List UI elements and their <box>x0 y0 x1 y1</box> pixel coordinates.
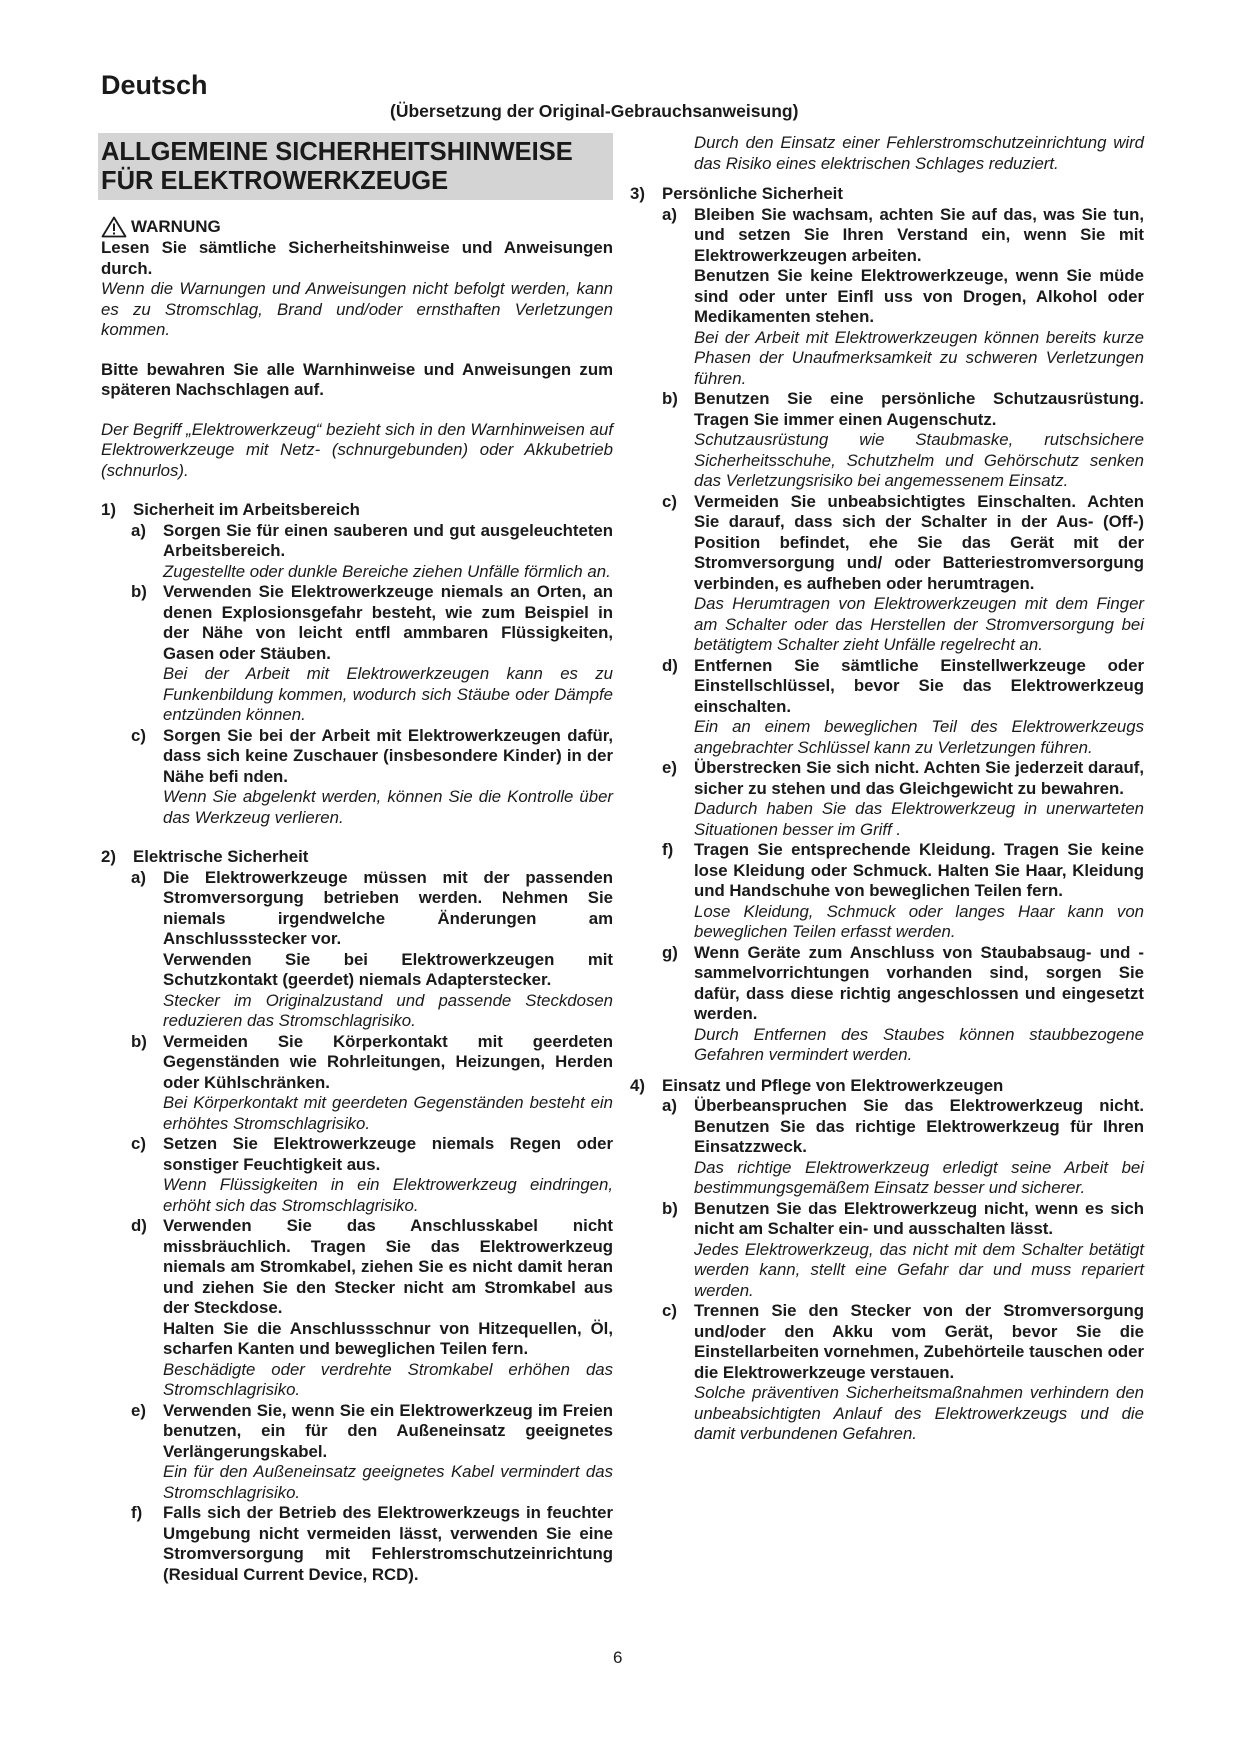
list-item: f) Falls sich der Betrieb des Elektrowerkzeugs in feuchter Umgebung nicht vermeiden lässt, verwenden Sie eine Stromversorgung mit Fehlerstromschutzeinrichtung (Residual Current Device, RCD). <box>131 1503 613 1584</box>
list-item: a) Überbeanspruchen Sie das Elektrowerkzeug nicht. Benutzen Sie das richtige Elektrowerkzeug für Ihren Einsatzzweck. Das richtige Elektrowerkzeug erledigt seine Arbeit bei bestimmungsgemäßem Einsatz besser und sicherer. <box>662 1096 1144 1197</box>
list-item: b) Benutzen Sie eine persönliche Schutzausrüstung. Tragen Sie immer einen Augenschutz. Schutzausrüstung wie Staubmaske, rutschsichere Sicherheitsschuhe, Schutzhelm und Gehörschutz senken das Verletzungsrisiko bei angemessenem Einsatz. <box>662 389 1144 490</box>
section-electrical-safety <box>101 847 613 1585</box>
document-subtitle: (Übersetzung der Original-Gebrauchsanweisung) <box>390 101 799 121</box>
list-item: c) Setzen Sie Elektrowerkzeuge niemals Regen oder sonstiger Feuchtigkeit aus. Wenn Flüssigkeiten in ein Elektrowerkzeug eindringen, erhöht sich das Stromschlagrisiko. <box>131 1134 613 1215</box>
section-heading: 2) Elektrische Sicherheit <box>101 847 309 866</box>
warning-italic-text: Wenn die Warnungen und Anweisungen nicht befolgt werden, kann es zu Stromschlag, Brand und/oder ernsthaften Verletzungen kommen. <box>101 279 613 339</box>
list-item: d) Verwenden Sie das Anschlusskabel nicht missbräuchlich. Tragen Sie das Elektrowerkzeug niemals am Stromkabel, ziehen Sie es nicht damit heran und ziehen Sie den Stecker nicht am Stromkabel aus der Steckdose. Halten Sie die Anschlussschnur von Hitzequellen, Öl, scharfen Kanten und beweglichen Teilen fern. Beschädigte oder verdrehte Stromkabel erhöhen das Stromschlagrisiko. <box>131 1216 613 1399</box>
warning-heading <box>101 216 613 238</box>
right-column <box>630 133 1144 1445</box>
page-number: 6 <box>613 1648 623 1667</box>
list-item: b) Verwenden Sie Elektrowerkzeuge niemals an Orten, an denen Explosionsgefahr besteht, wie zum Beispiel in der Nähe von leicht entfl ammbaren Flüssigkeiten, Gasen oder Stäuben. Bei der Arbeit mit Elektrowerkzeugen kann es zu Funkenbildung kommen, wodurch sich Stäube oder Dämpfe entzünden können. <box>131 582 613 724</box>
section-heading: 3) Persönliche Sicherheit <box>630 184 843 203</box>
language-heading: Deutsch <box>101 70 208 100</box>
list-item: d) Entfernen Sie sämtliche Einstellwerkzeuge oder Einstellschlüssel, bevor Sie das Elektrowerkzeug einschalten. Ein an einem beweglichen Teil des Elektrowerkzeugs angebrachter Schlüssel kann zu Verletzungen führen. <box>662 655 1144 757</box>
warning-label: WARNUNG <box>131 216 221 236</box>
list-item: b) Vermeiden Sie Körperkontakt mit geerdeten Gegenständen wie Rohrleitungen, Heizungen, Herden oder Kühlschränken. Bei Körperkontakt mit geerdeten Gegenständen besteht ein erhöhtes Stromschlagrisiko. <box>131 1031 613 1133</box>
section-work-area <box>101 500 613 828</box>
section-personal-safety <box>630 184 1144 1066</box>
rcd-note: Durch den Einsatz einer Fehlerstromschutzeinrichtung wird das Risiko eines elektrischen Schlages reduziert. <box>694 133 1144 173</box>
keep-instructions-notice: Bitte bewahren Sie alle Warnhinweise und Anweisungen zum späteren Nachschlagen auf. <box>101 359 613 399</box>
section-heading: 1) Sicherheit im Arbeitsbereich <box>101 500 360 519</box>
list-item: c) Sorgen Sie bei der Arbeit mit Elektrowerkzeugen dafür, dass sich keine Zuschauer (insbesondere Kinder) in der Nähe befi nden. Wenn Sie abgelenkt werden, können Sie die Kontrolle über das Werkzeug verlieren. <box>131 725 613 827</box>
section-tool-use-care <box>630 1076 1144 1445</box>
main-title-line-2: FÜR ELEKTROWERKZEUGE <box>101 167 449 195</box>
left-column <box>101 133 613 1585</box>
list-item-continued <box>662 133 1144 174</box>
list-item: g) Wenn Geräte zum Anschluss von Staubabsaug- und -sammelvorrichtungen vorhanden sind, sorgen Sie dafür, dass diese richtig angeschlossen und eingesetzt werden. Durch Entfernen des Staubes können staubbezogene Gefahren vermindert werden. <box>662 942 1144 1064</box>
warning-triangle-icon <box>101 216 127 238</box>
list-item: a) Sorgen Sie für einen sauberen und gut ausgeleuchteten Arbeitsbereich. Zugestellte oder dunkle Bereiche ziehen Unfälle förmlich an. <box>131 520 613 581</box>
main-title <box>98 133 613 200</box>
list-item: a) Die Elektrowerkzeuge müssen mit der passenden Stromversorgung betrieben werden. Nehmen Sie niemals irgendwelche Änderungen am Anschlussstecker vor. Verwenden Sie bei Elektrowerkzeugen mit Schutzkontakt (geerdet) niemals Adapterstecker. Stecker im Originalzustand und passende Steckdosen reduzieren das Stromschlagrisiko. <box>131 867 613 1030</box>
list-item: b) Benutzen Sie das Elektrowerkzeug nicht, wenn es sich nicht am Schalter ein- und ausschalten lässt. Jedes Elektrowerkzeug, das nicht mit dem Schalter betätigt werden kann, stellt eine Gefahr dar und muss repariert werden. <box>662 1198 1144 1300</box>
list-item: a) Bleiben Sie wachsam, achten Sie auf das, was Sie tun, und setzen Sie Ihren Verstand ein, wenn Sie mit Elektrowerkzeugen arbeiten. Benutzen Sie keine Elektrowerkzeuge, wenn Sie müde sind oder unter Einfl uss von Drogen, Alkohol oder Medikamenten stehen. Bei der Arbeit mit Elektrowerkzeugen können bereits kurze Phasen der Unaufmerksamkeit zu schweren Verletzungen führen. <box>662 204 1144 388</box>
term-definition-notice: Der Begriff „Elektrowerkzeug“ bezieht sich in den Warnhinweisen auf Elektrowerkzeuge mit Netz- (schnurgebunden) oder Akkubetrieb (schnurlos). <box>101 419 613 480</box>
list-item: f) Tragen Sie entsprechende Kleidung. Tragen Sie keine lose Kleidung oder Schmuck. Halten Sie Haar, Kleidung und Handschuhe von beweglichen Teilen fern. Lose Kleidung, Schmuck oder langes Haar kann von beweglichen Teilen erfasst werden. <box>662 840 1144 941</box>
main-title-line-1: ALLGEMEINE SICHERHEITSHINWEISE <box>101 138 573 166</box>
warning-bold-text: Lesen Sie sämtliche Sicherheitshinweise und Anweisungen durch. <box>101 238 613 278</box>
list-item: c) Trennen Sie den Stecker von der Stromversorgung und/oder den Akku vom Gerät, bevor Sie die Einstellarbeiten vornehmen, Zubehörteile tauschen oder die Elektrowerkzeuge verstauen. Solche präventiven Sicherheitsmaßnahmen verhindern den unbeabsichtigten Anlauf des Elektrowerkzeugs und die damit verbundenen Gefahren. <box>662 1301 1144 1443</box>
section-heading: 4) Einsatz und Pflege von Elektrowerkzeugen <box>630 1075 1004 1095</box>
list-item: e) Verwenden Sie, wenn Sie ein Elektrowerkzeug im Freien benutzen, ein für den Außeneinsatz geeignetes Verlängerungskabel. Ein für den Außeneinsatz geeignetes Kabel vermindert das Stromschlagrisiko. <box>131 1400 613 1502</box>
list-item: e) Überstrecken Sie sich nicht. Achten Sie jederzeit darauf, sicher zu stehen und das Gleichgewicht zu bewahren. Dadurch haben Sie das Elektrowerkzeug in unerwarteten Situationen besser im Griff . <box>662 758 1144 839</box>
list-item: c) Vermeiden Sie unbeabsichtigtes Einschalten. Achten Sie darauf, dass sich der Schalter in der Aus- (Off-) Position befindet, ehe Sie das Gerät mit der Stromversorgung und/ oder Batteriestromversorgung verbinden, es aufheben oder herumtragen. Das Herumtragen von Elektrowerkzeugen mit dem Finger am Schalter oder das Herstellen der Stromversorgung bei betätigtem Schalter zieht Unfälle regelrecht an. <box>662 491 1144 654</box>
